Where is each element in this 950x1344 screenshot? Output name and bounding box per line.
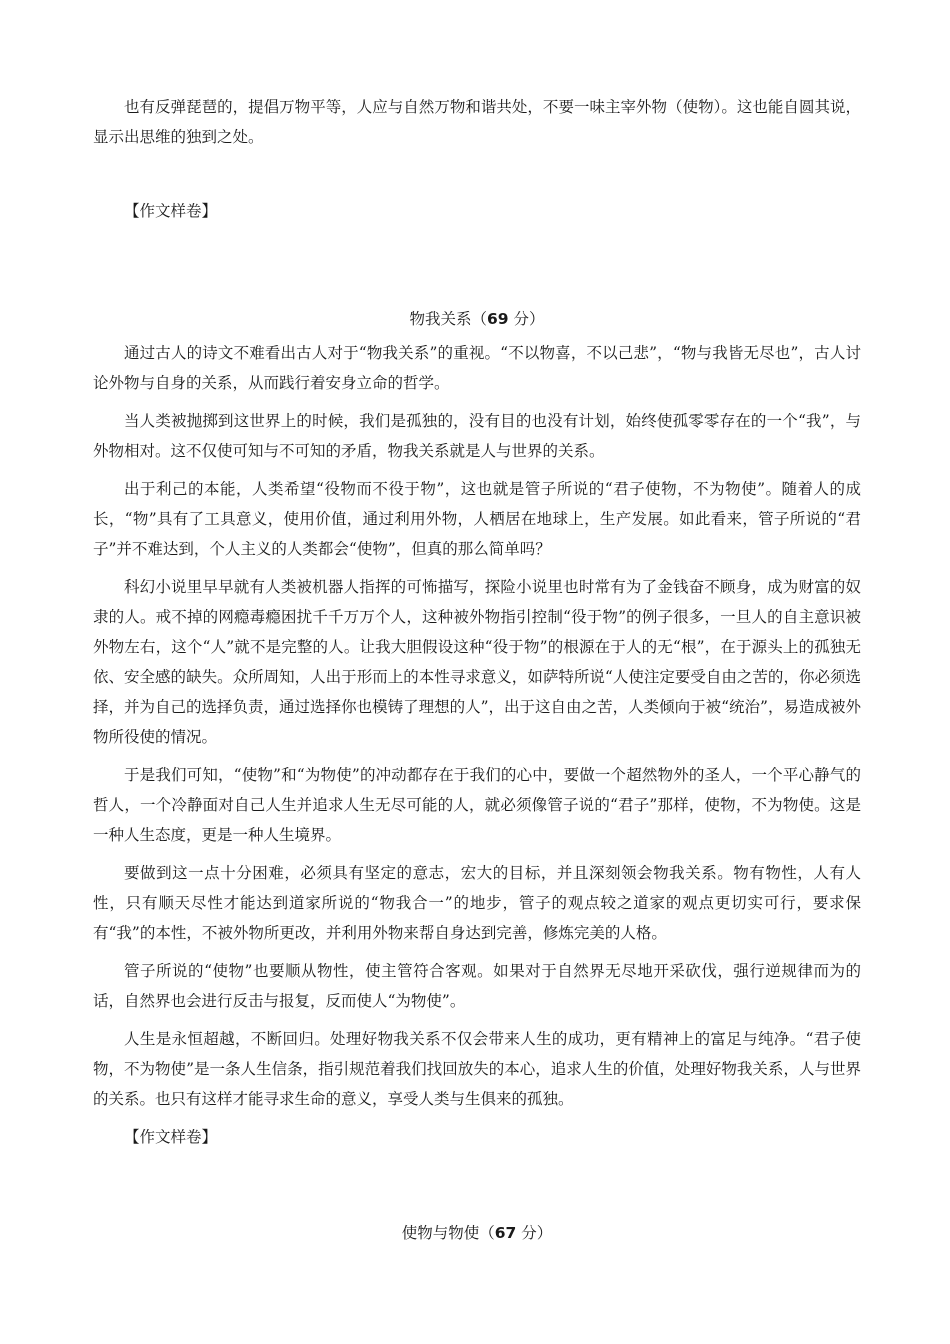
essay-title <box>93 304 861 334</box>
sample-label: 【作文样卷】 <box>124 202 218 220</box>
essay-paragraph: 管子所说的“使物”也要顺从物性，使主管符合客观。如果对于自然界无尽地开采砍伐，强行逆规律而为的话，自然界也会进行反击与报复，反而使人“为物使”。 <box>93 962 861 1010</box>
essay-title-text: 使物与物使（ <box>401 1224 495 1242</box>
essay-paragraph: 通过古人的诗文不难看出古人对于“物我关系”的重视。“不以物喜，不以己悲”，“物与我皆无尽也”，古人讨论外物与自身的关系，从而践行着安身立命的哲学。 <box>93 344 861 392</box>
essay-paragraph: 当人类被抛掷到这世界上的时候，我们是孤独的，没有目的也没有计划，始终使孤零零存在的一个“我”，与外物相对。这不仅使可知与不可知的矛盾，物我关系就是人与世界的关系。 <box>93 412 861 460</box>
essay-score: 69 <box>487 310 509 328</box>
sample-label: 【作文样卷】 <box>124 1128 218 1146</box>
document-page <box>93 92 861 1248</box>
essay-title <box>93 1218 861 1248</box>
essay-title-text: 物我关系（ <box>409 310 487 328</box>
essay-paragraph: 人生是永恒超越，不断回归。处理好物我关系不仅会带来人生的成功，更有精神上的富足与纯净。“君子使物，不为物使”是一条人生信条，指引规范着我们找回放失的本心，追求人生的价值，处理好物我关系，人与世界的关系。也只有这样才能寻求生命的意义，享受人类与生俱来的孤独。 <box>93 1030 861 1108</box>
essay-score: 67 <box>494 1224 517 1242</box>
essay-paragraph: 科幻小说里早早就有人类被机器人指挥的可怖描写，探险小说里也时常有为了金钱奋不顾身，成为财富的奴隶的人。戒不掉的网瘾毒瘾困扰千千万万个人，这种被外物指引控制“役于物”的例子很多，一旦人的自主意识被外物左右，这个“人”就不是完整的人。让我大胆假设这种“役于物”的根源在于人的无“根”，在于源头上的孤独无依、安全感的缺失。众所周知，人出于形而上的本性寻求意义，如萨特所说“人使注定要受自由之苦的，你必须选择，并为自己的选择负责，通过选择你也模铸了理想的人”，出于这自由之苦，人类倾向于被“统治”，易造成被外物所役使的情况。 <box>93 578 861 746</box>
essay-title-suffix: 分） <box>508 310 545 328</box>
essay-paragraph: 于是我们可知，“使物”和“为物使”的冲动都存在于我们的心中，要做一个超然物外的圣人，一个平心静气的哲人，一个冷静面对自己人生并追求人生无尽可能的人，就必须像管子说的“君子”那样，使物，不为物使。这是一种人生态度，更是一种人生境界。 <box>93 766 861 844</box>
essay-paragraph: 出于利己的本能，人类希望“役物而不役于物”，这也就是管子所说的“君子使物，不为物使”。随着人的成长，“物”具有了工具意义，使用价值，通过利用外物，人栖居在地球上，生产发展。如此看来，管子所说的“君子”并不难达到，个人主义的人类都会“使物”，但真的那么简单吗？ <box>93 480 861 558</box>
intro-paragraph: 也有反弹琵琶的，提倡万物平等，人应与自然万物和谐共处，不要一味主宰外物（使物）。这也能自圆其说，显示出思维的独到之处。 <box>93 98 861 146</box>
essay-paragraph: 要做到这一点十分困难，必须具有坚定的意志，宏大的目标，并且深刻领会物我关系。物有物性，人有人性，只有顺天尽性才能达到道家所说的“物我合一”的地步，管子的观点较之道家的观点更切实可行，要求保有“我”的本性，不被外物所更改，并利用外物来帮自身达到完善，修炼完美的人格。 <box>93 864 861 942</box>
essay-title-suffix: 分） <box>516 1224 553 1242</box>
